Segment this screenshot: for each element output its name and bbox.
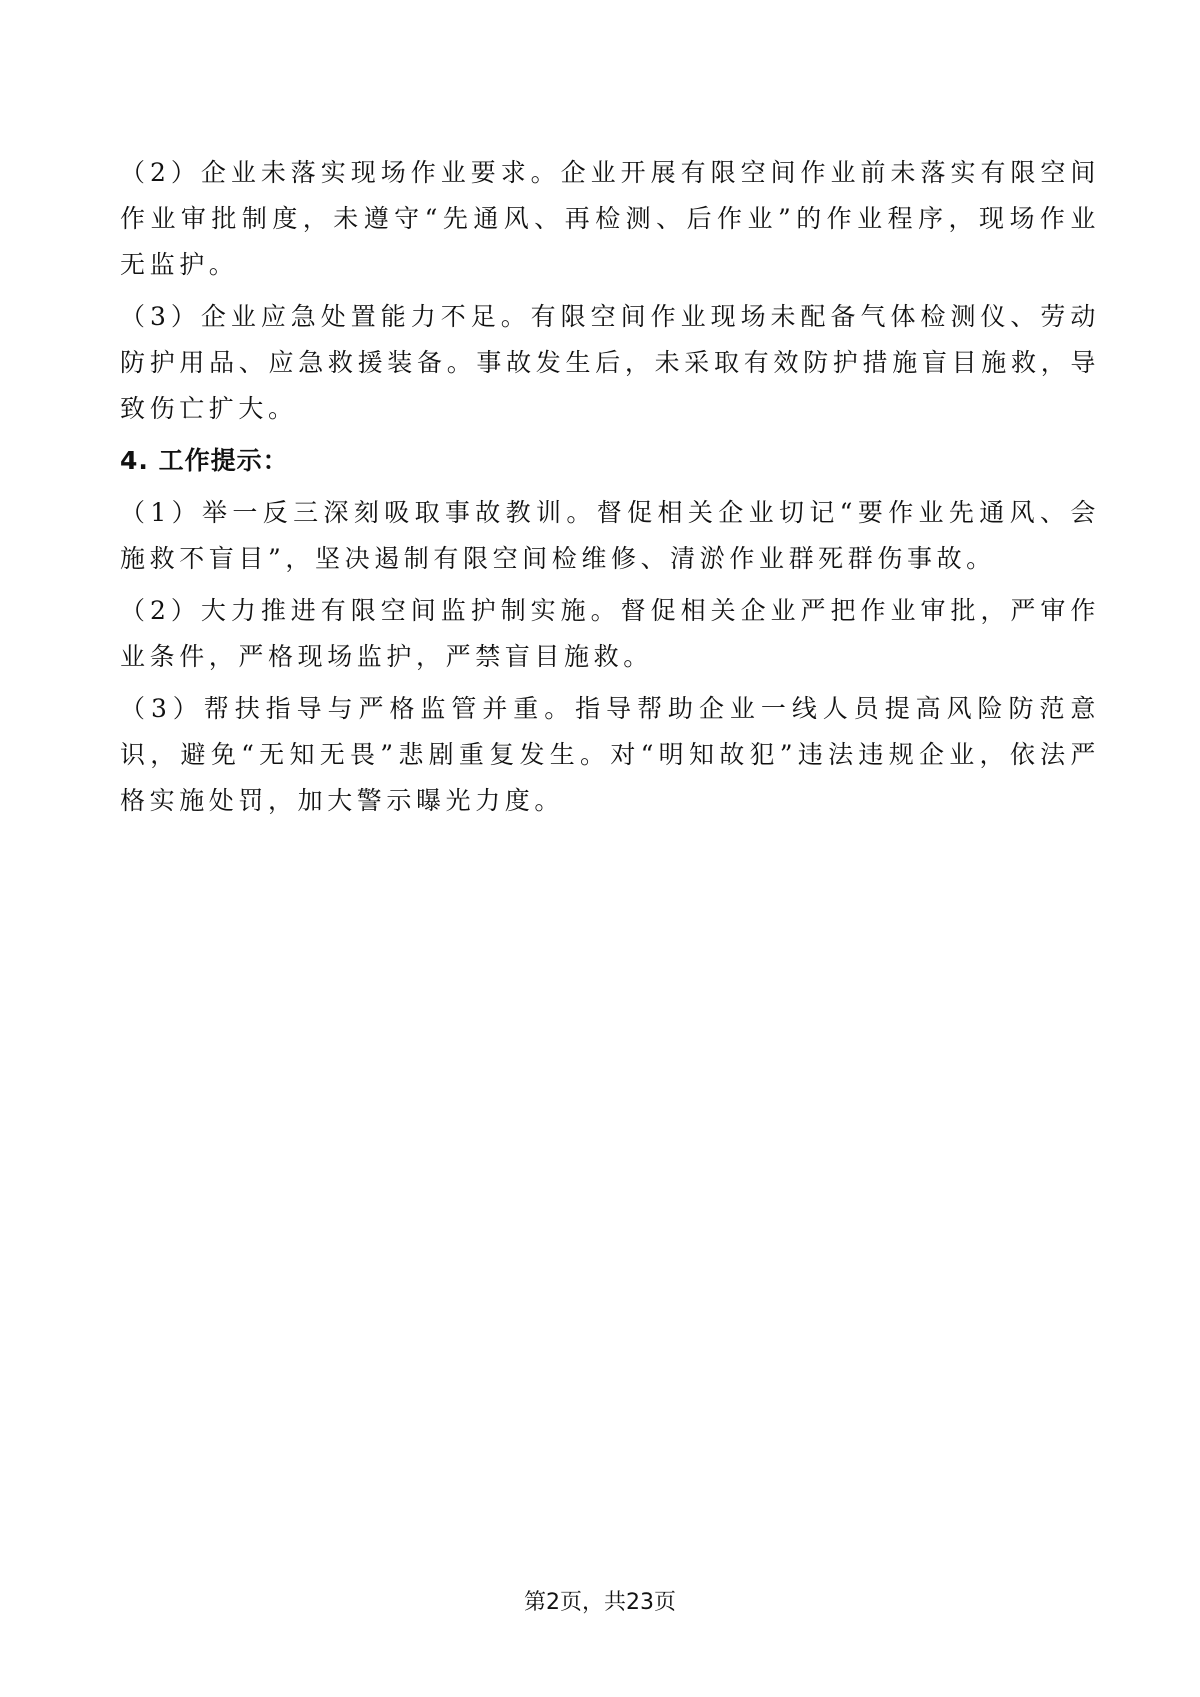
paragraph-item-3-emergency-capability: （3）企业应急处置能力不足。有限空间作业现场未配备气体检测仪、劳动防护用品、应急救援装备。事故发生后，未采取有效防护措施盲目施救，导致伤亡扩大。 (120, 302, 1100, 423)
document-body (120, 150, 1100, 830)
paragraph-tip-3-guidance: （3）帮扶指导与严格监管并重。指导帮助企业一线人员提高风险防范意识，避免“无知无畏”悲剧重复发生。对“明知故犯”违法违规企业，依法严格实施处罚，加大警示曝光力度。 (120, 694, 1100, 815)
section-heading-work-tips: 4. 工作提示： (120, 446, 289, 475)
paragraph-item-2-operation-requirements: （2）企业未落实现场作业要求。企业开展有限空间作业前未落实有限空间作业审批制度，未遵守“先通风、再检测、后作业”的作业程序，现场作业无监护。 (120, 158, 1100, 279)
page-number-footer: 第2页，共23页 (524, 1590, 676, 1615)
paragraph-tip-1-lessons: （1）举一反三深刻吸取事故教训。督促相关企业切记“要作业先通风、会施救不盲目”，坚决遏制有限空间检维修、清淤作业群死群伤事故。 (120, 498, 1100, 573)
paragraph-tip-2-supervision: （2）大力推进有限空间监护制实施。督促相关企业严把作业审批，严审作业条件，严格现场监护，严禁盲目施救。 (120, 596, 1100, 671)
